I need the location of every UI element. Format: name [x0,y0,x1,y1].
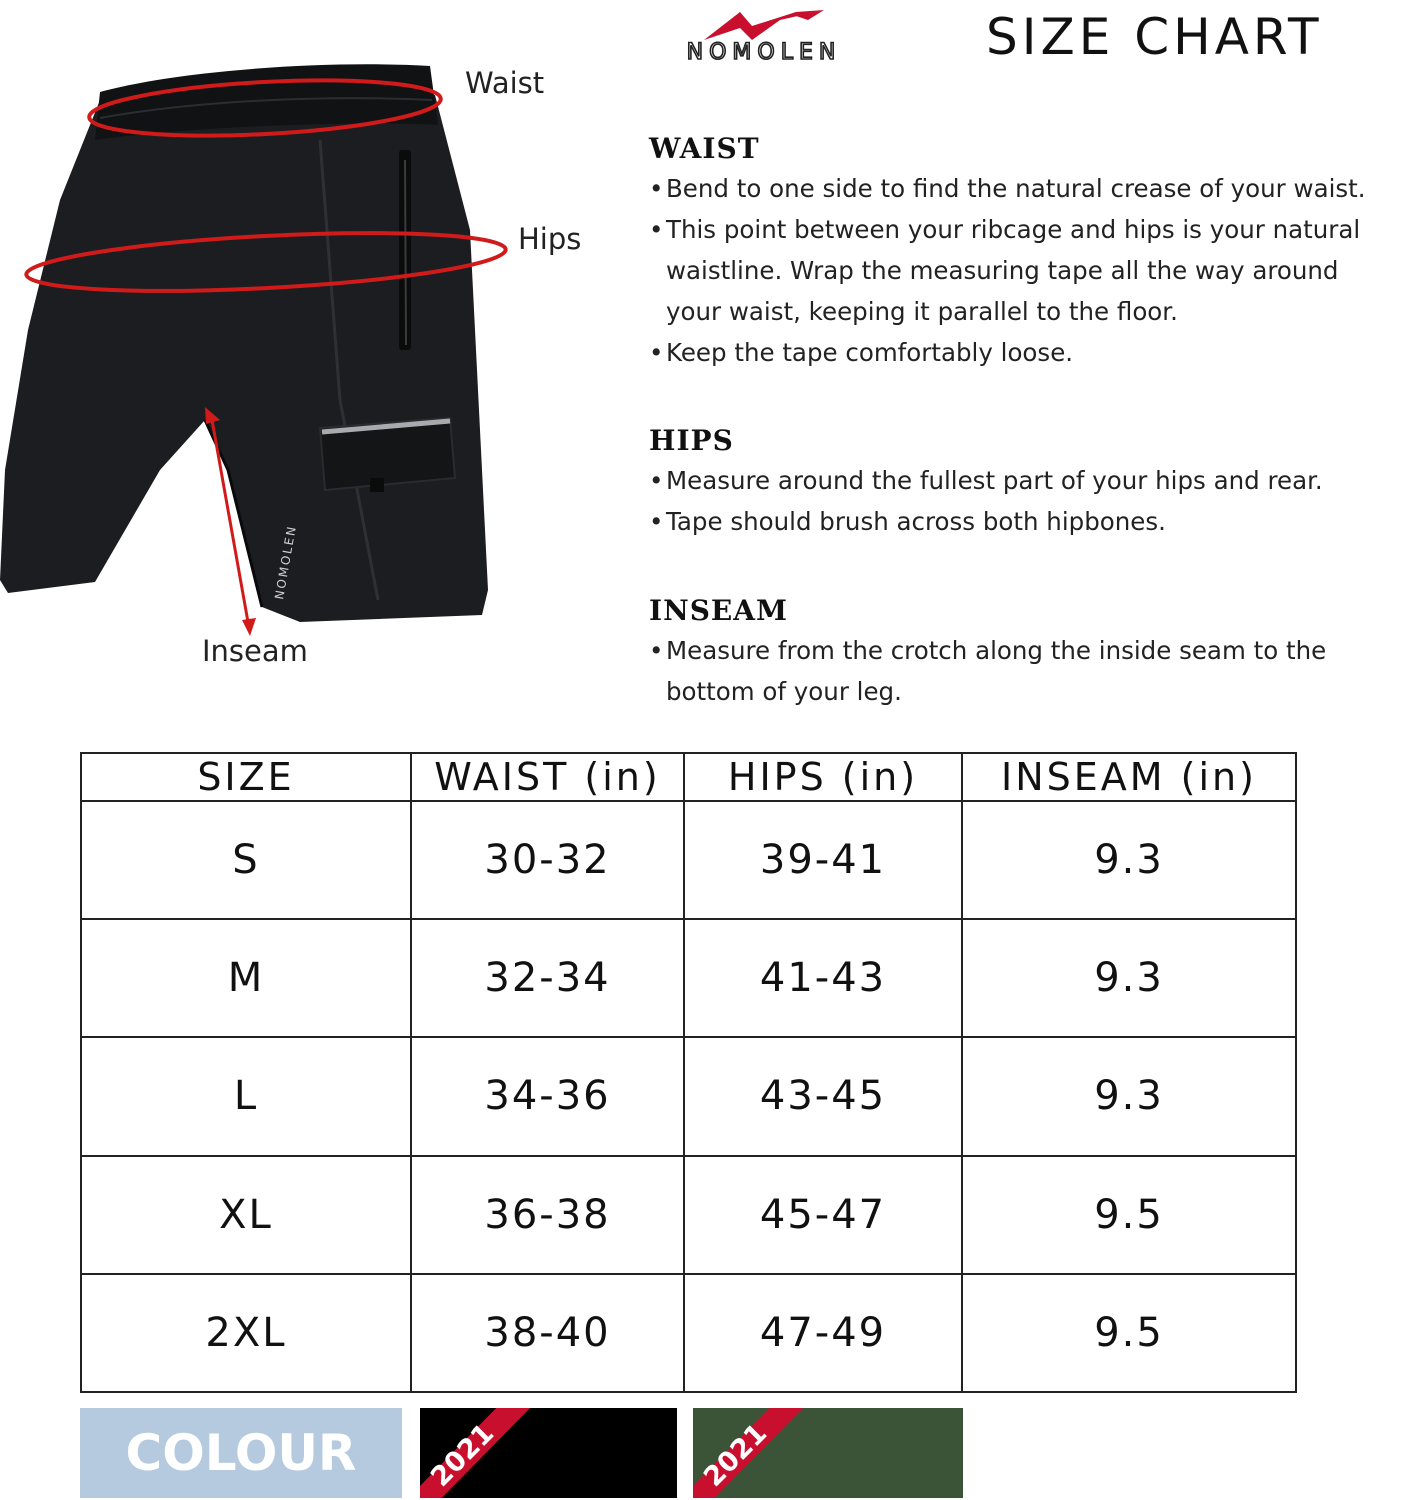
shorts-body [0,95,488,622]
hips-cell: 45-47 [684,1156,962,1274]
year-badge: 2021 [425,1417,501,1493]
size-cell: S [81,801,411,919]
list-item: • Bend to one side to find the natural crease of your waist. [649,168,1366,209]
colour-label: COLOUR [80,1408,402,1498]
inseam-label: Inseam [202,634,308,668]
size-cell: 2XL [81,1274,411,1392]
waist-label: Waist [465,66,545,100]
list-item: • Measure from the crotch along the inside seam to the bottom of your leg. [649,630,1326,712]
colour-swatch-black[interactable] [420,1408,677,1498]
waist-cell: 30-32 [411,801,684,919]
page-title: SIZE CHART [986,8,1323,66]
list-item: • Measure around the fullest part of your hips and rear. [649,460,1323,501]
hips-cell: 39-41 [684,801,962,919]
inseam-cell: 9.5 [962,1274,1296,1392]
table-row [81,919,1296,1037]
hips-instructions [649,460,1323,542]
table-row [81,801,1296,919]
header-inseam: INSEAM (in) [962,753,1296,801]
size-table [80,752,1297,1393]
inseam-cell: 9.5 [962,1156,1296,1274]
list-item: • Tape should brush across both hipbones. [649,501,1323,542]
waist-instructions [649,168,1366,373]
size-cell: XL [81,1156,411,1274]
hips-cell: 43-45 [684,1037,962,1155]
waist-cell: 38-40 [411,1274,684,1392]
colour-swatch-green[interactable] [693,1408,963,1498]
inseam-instructions [649,630,1326,712]
brand-logo [648,6,880,66]
year-badge: 2021 [698,1417,774,1493]
header-hips: HIPS (in) [684,753,962,801]
inseam-cell: 9.3 [962,801,1296,919]
header-size: SIZE [81,753,411,801]
waist-cell: 34-36 [411,1037,684,1155]
size-cell: L [81,1037,411,1155]
inseam-heading: INSEAM [649,594,788,627]
size-cell: M [81,919,411,1037]
inseam-cell: 9.3 [962,919,1296,1037]
hips-label: Hips [518,222,582,256]
inseam-section [649,594,1326,712]
waist-heading: WAIST [649,132,760,165]
hips-heading: HIPS [649,424,734,457]
garment-print: NOMOLEN [272,523,300,601]
table-row [81,1156,1296,1274]
list-item: • Keep the tape comfortably loose. [649,332,1366,373]
hips-cell: 41-43 [684,919,962,1037]
inseam-cell: 9.3 [962,1037,1296,1155]
waist-section [649,132,1366,373]
header-waist: WAIST (in) [411,753,684,801]
waist-cell: 32-34 [411,919,684,1037]
hips-section [649,424,1323,542]
waist-cell: 36-38 [411,1156,684,1274]
table-row [81,1037,1296,1155]
list-item: • This point between your ribcage and hips is your natural waistline. Wrap the measuring tape all the way around your waist, keeping it parallel to the floor. [649,209,1366,332]
shorts-illustration [0,50,600,690]
table-header-row [81,753,1296,801]
table-row [81,1274,1296,1392]
brand-name: NOMOLEN [686,40,842,65]
hips-cell: 47-49 [684,1274,962,1392]
